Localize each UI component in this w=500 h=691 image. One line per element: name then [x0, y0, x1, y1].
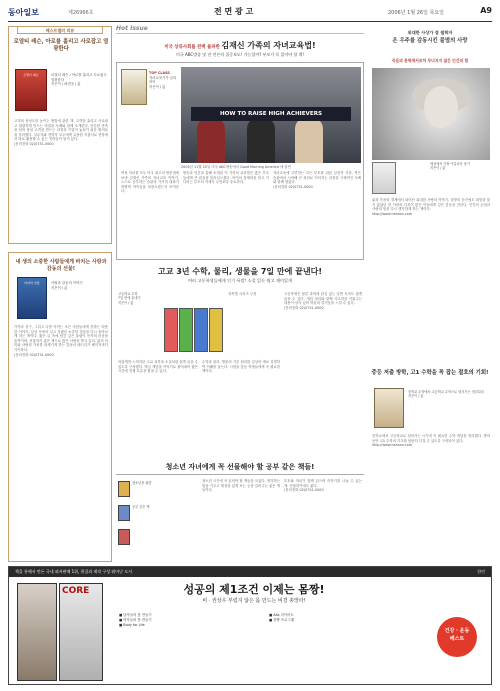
box-headline: 로열티 레슨, 아로를 홀리고 사로잡고 열광한다 — [13, 39, 109, 52]
book-caption: 세상에서 가장 아름다운 용기 지은이 / 값 — [430, 162, 470, 171]
lead-article — [116, 62, 364, 260]
book-cover-title: 마지막 선물 — [24, 281, 40, 285]
article-body — [14, 325, 108, 557]
tv-show-photo — [181, 67, 361, 163]
middle-column — [116, 26, 364, 562]
page-number: A9 — [480, 6, 492, 15]
newspaper-name: 동아일보 — [8, 8, 39, 17]
article-text: 부모와 자녀가 함께 읽으며 이야기를 나눌 수 있는 책. 선물하기에도 좋다. — [284, 479, 364, 488]
lead-title: 김재신 가족의 자녀교육법! — [221, 41, 316, 50]
article-headline: 중등 저출 방학, 고1 수학을 꼭 잡는 절호의 기회! — [371, 370, 489, 376]
section-headline: 청소년 자녀에게 꼭 선물해야 할 공부 같은 책들! — [165, 463, 315, 471]
book-cover-title: 로열티 레슨 — [23, 73, 39, 77]
ad-headline: 성공의 제1조건 이제는 몸짱! — [183, 583, 325, 596]
ad-book-list: ■ 남자들의 몸 만들기 ■ 여자들의 몸 만들기 ■ Body for Life — [119, 613, 152, 627]
article-column-1: 여섯 자녀를 모두 미국 최고의 명문대에 보낸 김재신 가족의 자녀교육 이야기. 스스로 공부하는 습관과 가족의 대화가 어떻게 아이들을 성장시켰는지 보여준다. — [121, 171, 181, 194]
article-column-2: 방송과 언론을 통해 소개된 이 가족의 교육법은 많은 부모들에게 큰 관심을 불러일으켰다. 아이의 잠재력을 믿고 기다리는 부모의 자세가 무엇보다 중요하다. — [183, 171, 269, 185]
ad-top-text: 책을 통해서 만든 국내 외서판매 1위, 편집과 제작 구성 뛰어난 도서 — [15, 569, 132, 574]
article-column-1: 청소년 시기에 꼭 읽어야 할 책들을 모았다. 생각하는 힘을 키우고 세상을 넓게 보는 눈을 길러주는 좋은 책들이다. — [202, 479, 282, 493]
book-caption: 공부 같은 책 — [132, 505, 150, 509]
portrait-photo — [372, 68, 490, 160]
ad-subheadline: 비 · 권상우 부럽지 않은 몸 만드는 비결 총망라! — [202, 598, 306, 604]
book-caption: 청소년을 위한 — [132, 481, 152, 485]
contact-line: (문의전화 02)0751-0000 — [14, 352, 54, 357]
bottom-advertisement — [8, 566, 492, 685]
photo-caption: 2005년 11월 25일 미국 ABC방송에서 Good Morning America 에 출연 — [181, 165, 291, 169]
publisher-logo: 한언 — [477, 569, 485, 574]
photo-person — [295, 117, 323, 163]
magazine-cover-image — [17, 583, 57, 681]
photo-face — [424, 86, 458, 128]
article-column-3 — [284, 292, 362, 452]
lead-subheadline: 미국 ABC방송 및 전 언론의 집중보도! 가능할까? 부모가 꼭 읽어야 할 책! — [176, 52, 304, 57]
contact-line: (문의전화 02)0751-0000 — [273, 184, 313, 189]
article-text: 자녀교육에 고민하는 모든 부모를 위한 실천적 지침. 작은 습관에서 시작해 큰 성취로 이어지는 과정을 구체적인 사례와 함께 담았다. — [273, 171, 363, 185]
publisher-url[interactable]: http://www.hanson.com — [372, 211, 413, 216]
math-book-article — [368, 366, 492, 562]
issue-number: 제26966호 — [68, 10, 94, 16]
left-column — [8, 26, 112, 562]
book-cover-image — [121, 69, 147, 105]
book-caption: 사랑과 감동의 이야기 지은이 / 값 — [51, 281, 83, 290]
article-text: 가족과 친구, 그리고 나를 아끼는 모든 사람들에게 전하는 따뜻한 이야기. 일상 속에서 잊고 지냈던 소중한 것들을 다시 돌아보게 하는 책이다. 짧은 글 속에 담긴 깊은 울림이 독자의 마음을 움직이며, 선물하기 좋은 책으로 많은 사랑을 받고 있다. 삶의 의미와 사랑의 가치를 되새기게 하는 감동의 메시지가 페이지마다 가득하다. — [14, 325, 110, 352]
magazine-cover-image — [59, 583, 103, 681]
article-column-2: 수학과 물리, 생물의 기본 원리를 일상의 예로 설명하여 이해를 돕는다. 시험을 앞둔 학생들에게 꼭 필요한 책이다. — [202, 360, 282, 374]
caption-text: 자녀교육기가 꿈의 아이 지은이 / 값 — [149, 75, 177, 89]
article-text: 중학교에서 고등학교로 넘어가는 시기에 꼭 필요한 수학 개념을 정리했다. 방학 동안 고1 수학의 기초를 탄탄히 다질 수 있도록 구성되어 있다. — [372, 434, 492, 443]
teen-books-article — [116, 474, 364, 562]
book-cover-image — [118, 529, 130, 545]
section-subheadline: 여러 고등학생들에게 인기 폭발! 소설 읽듯 쉽고 재미있게 — [187, 278, 293, 283]
lead-kicker: 미국 상류사회를 완벽 돌파한 — [164, 45, 220, 50]
section-headline: 고교 3년 수학, 물리, 생물을 7일 만에 끝낸다! — [157, 267, 322, 276]
tv-banner: HOW TO RAISE HIGH ACHIEVERS — [191, 107, 351, 121]
book-cover-image — [374, 388, 404, 428]
bestseller-review-box — [8, 26, 112, 244]
book-set-image — [164, 292, 224, 352]
ad-book-list: ■ Abs 다이어트 ■ 몸짱 프로그램 — [269, 613, 295, 622]
photo-person — [197, 117, 225, 163]
bestseller-badge: 건강 · 운동 베스트 — [437, 617, 477, 657]
photo-person — [247, 117, 275, 163]
article-body — [372, 434, 490, 558]
book-caption: 로열티 레슨 / 아로를 홀리고 사로잡고 열광한다 지은이 / 펴낸곳 / 값 — [51, 73, 107, 87]
lead-headline — [116, 40, 364, 51]
love-story-article — [368, 26, 492, 356]
book-spine — [164, 308, 178, 352]
box-tag: 베스트셀러 리뷰 — [17, 26, 103, 34]
book-cover-image — [118, 505, 130, 521]
book-cover-image — [15, 69, 47, 111]
book-cover-image — [17, 277, 47, 319]
book-spine — [179, 308, 193, 352]
book-caption — [149, 71, 179, 89]
right-column — [368, 26, 492, 562]
article-text: 삶과 죽음의 경계에서 피어난 위대한 사랑의 이야기. 절망의 순간에도 희망을 잃지 않았던 한 사람의 기록이 많은 이들에게 깊은 감동을 전한다. 인간의 존엄과 사랑의 힘을 다시 생각하게 하는 책이다. — [372, 198, 492, 212]
contact-line: (문의전화 02)0751-0000 — [284, 305, 324, 310]
book-cover-image — [372, 162, 396, 194]
article-body — [14, 119, 108, 237]
book-caption: 고등학교 수학 7일 만에 끝내기 지은이 / 값 — [118, 292, 141, 305]
contact-line: (문의전화 02)0751-0000 — [14, 141, 54, 146]
box-headline: 내 생의 소중한 사람들에게 바치는 사랑과 감동의 선물! — [15, 259, 107, 272]
hot-issue-label: Hot Issue — [116, 25, 148, 32]
ad-top-bar — [9, 567, 491, 577]
book-caption: 중학교 수학에서 고등학교 수학으로 넘어가는 징검다리 지은이 / 값 — [408, 390, 484, 399]
publisher-url[interactable]: http://www.hanson.com — [372, 443, 413, 448]
article-column-extra: 과목별 시리즈 구성 — [228, 292, 257, 296]
article-text: 고객의 충성도를 높이는 방법에 관한 책. 고객을 홀리고 사로잡고 열광하게 만드는 비결을 사례와 함께 소개한다. 단순한 만족을 넘어 충성 고객을 만드는 과정과 기업이 놓치기 쉬운 원칙들을 정리했다. 실무자와 경영자 모두에게 유용한 지침서로 현장에서 바로 활용할 수 있는 전략들이 담겨 있다. — [14, 119, 108, 142]
book-spine — [194, 308, 208, 352]
article-body — [372, 198, 490, 348]
magazine-title: CORE — [62, 586, 90, 596]
article-column-3 — [273, 171, 361, 257]
article-subheadline: 죽음의 문턱에서조차 무너지지 않은 인간의 힘 — [391, 58, 469, 63]
book-cover-image — [118, 481, 130, 497]
book-spine — [209, 308, 223, 352]
masthead — [8, 6, 492, 22]
article-headline: 온 우주를 감동시킨 불멸의 사랑 — [392, 38, 468, 44]
issue-date: 2006년 1월 26일 목요일 — [388, 10, 445, 16]
article-column-1: 어렵게만 느껴지던 고교 과목을 소설처럼 쉽게 읽을 수 있도록 구성했다. 핵심 개념을 이야기로 풀어내어 짧은 시간에 전체 흐름을 잡을 수 있다. — [118, 360, 200, 374]
section-title: 전 면 광 고 — [214, 7, 254, 16]
study-books-article — [116, 288, 364, 456]
contact-line: (문의전화 02)0751-0000 — [284, 488, 324, 493]
caption-head: TOP CLASS — [149, 71, 170, 75]
love-gift-box — [8, 252, 112, 562]
article-column-2 — [284, 479, 362, 559]
article-kicker: 위대한 사상가 겸 철학자 — [407, 30, 453, 35]
hot-issue-header — [116, 26, 364, 34]
article-text: 고등학생은 물론 과학에 관심 있는 일반 독자도 쉽게 읽을 수 있다. 개념 정리와 함께 사고력을 키워주는 내용이 담겨 있어 학습의 즐거움을 느낄 수 있다. — [284, 292, 364, 306]
